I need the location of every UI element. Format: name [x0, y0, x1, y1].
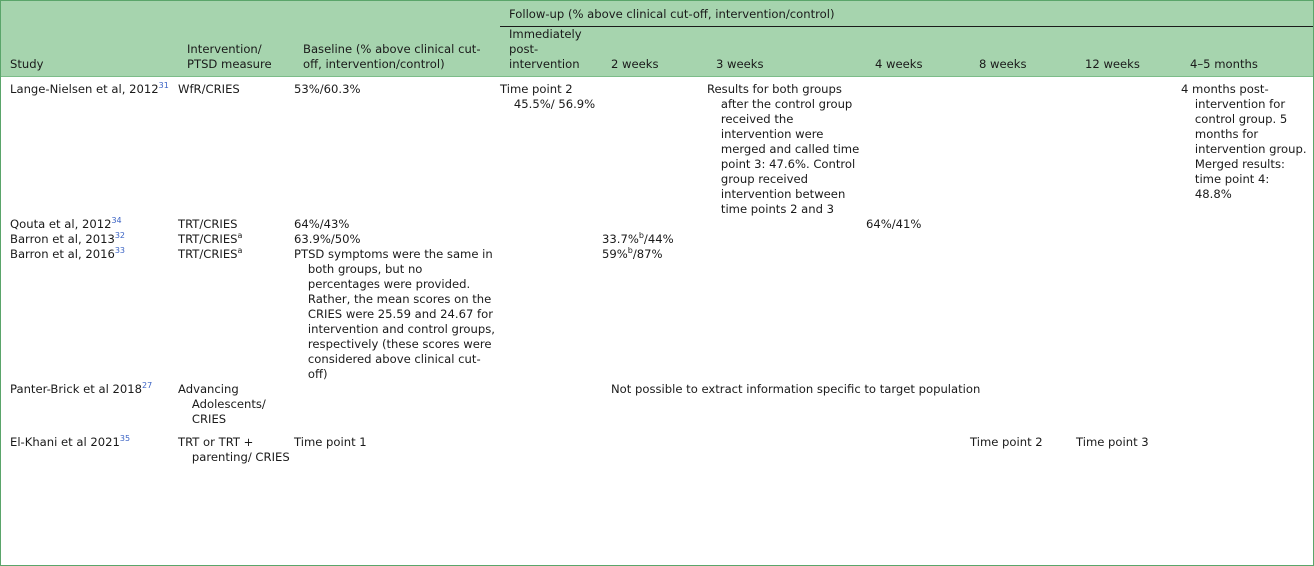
cell-post: [500, 427, 602, 465]
reference-link[interactable]: 33: [114, 246, 126, 255]
cell-baseline: Time point 1: [294, 435, 367, 449]
cell-12weeks: [1076, 232, 1181, 247]
cell-2weeks: 33.7%$^b$/44%: [602, 231, 674, 246]
cell-measure: WfR/CRIES: [178, 82, 240, 96]
cell-measure: TRT/CRIES$^a$: [178, 231, 243, 246]
reference-link[interactable]: 27: [142, 381, 153, 390]
cell-8weeks: [970, 247, 1076, 382]
cell-4-5months: [1181, 232, 1313, 247]
cell-baseline: 53%/60.3%: [294, 82, 361, 96]
cell-3weeks: [707, 427, 866, 465]
cell-baseline: 63.9%/50%: [294, 232, 361, 246]
cell-4-5months: [1181, 427, 1313, 465]
cell-8weeks: [970, 77, 1076, 218]
cell-12weeks: [1076, 77, 1181, 218]
reference-link[interactable]: 32: [114, 231, 126, 240]
cell-baseline: 64%/43%: [294, 217, 350, 231]
cell-3weeks: Results for both groups after the control group received the intervention were merged and called time point 3: 47.6%. Control group received intervention between time points 2 and 3: [707, 82, 860, 216]
cell-12weeks: Time point 3: [1076, 435, 1149, 449]
table-row: [1, 77, 1313, 218]
header-row: [1, 27, 1313, 77]
cell-post: [500, 382, 602, 427]
cell-2weeks: [602, 77, 707, 218]
cell-post: [500, 217, 602, 232]
cell-2weeks: 59%$^b$/87%: [602, 246, 663, 261]
cell-4weeks: [866, 232, 970, 247]
col-header-4weeks: 4 weeks: [875, 57, 923, 71]
cell-4weeks: [866, 247, 970, 382]
followup-group-header: Follow-up (% above clinical cut-off, intervention/control): [500, 1, 1313, 27]
cell-measure: Advancing Adolescents/ CRIES: [178, 382, 266, 426]
table-row: [1, 382, 1313, 427]
cell-study: Barron et al, 2013$^{32}$: [10, 231, 126, 246]
cell-2weeks: [602, 427, 707, 465]
cell-post: [500, 247, 602, 382]
col-header-12weeks: 12 weeks: [1085, 57, 1140, 71]
col-header-2weeks: 2 weeks: [611, 57, 659, 71]
cell-measure: TRT/CRIES$^a$: [178, 246, 243, 261]
cell-4weeks: [866, 77, 970, 218]
table-row: [1, 247, 1313, 382]
cell-2weeks-note: Not possible to extract information specific to target population: [611, 382, 981, 396]
cell-4-5months: [1181, 247, 1313, 382]
col-header-study: Study: [10, 57, 44, 71]
cell-measure: TRT/CRIES: [178, 217, 238, 231]
cell-12weeks: [1076, 247, 1181, 382]
cell-4weeks: 64%/41%: [866, 217, 922, 231]
header-row-group: [1, 1, 1313, 27]
cell-study: Qouta et al, 2012$^{34}$: [10, 216, 122, 231]
cell-12weeks: [1076, 217, 1181, 232]
table-row: [1, 232, 1313, 247]
results-table: [1, 1, 1313, 465]
cell-study: El-Khani et al 2021$^{35}$: [10, 434, 131, 449]
cell-3weeks: [707, 247, 866, 382]
col-header-3weeks: 3 weeks: [716, 57, 764, 71]
table-row: [1, 217, 1313, 232]
cell-8weeks: Time point 2: [970, 435, 1043, 449]
cell-study: Barron et al, 2016$^{33}$: [10, 246, 126, 261]
col-header-post: Immediately post-intervention: [509, 27, 582, 71]
col-header-8weeks: 8 weeks: [979, 57, 1027, 71]
reference-link[interactable]: 35: [119, 434, 131, 443]
cell-measure: TRT or TRT + parenting/ CRIES: [178, 435, 290, 464]
cell-4-5months: 4 months post-intervention for control group. 5 months for intervention group. Merged results: time point 4: 48.8%: [1181, 82, 1307, 201]
table-row: [1, 427, 1313, 465]
cell-post: Time point 2 45.5%/ 56.9%: [500, 82, 596, 111]
cell-study: Panter-Brick et al 2018$^{27}$: [10, 381, 153, 396]
cell-3weeks: [707, 232, 866, 247]
cell-3weeks: [707, 217, 866, 232]
cell-baseline: [294, 382, 500, 427]
cell-8weeks: [970, 217, 1076, 232]
cell-4weeks: [866, 427, 970, 465]
reference-link[interactable]: 31: [158, 81, 169, 90]
reference-link[interactable]: 34: [111, 216, 122, 225]
col-header-measure: Intervention/ PTSD measure: [187, 42, 272, 71]
col-header-4-5months: 4–5 months: [1190, 57, 1258, 71]
cell-2weeks: [602, 217, 707, 232]
col-header-baseline: Baseline (% above clinical cut-off, intervention/control): [303, 42, 481, 71]
cell-baseline: PTSD symptoms were the same in both groups, but no percentages were provided. Rather, the mean scores on the CRIES were 25.59 and 24.67 for intervention and control groups, respectively (these scores were considered above clinical cut-off): [294, 247, 495, 381]
cell-8weeks: [970, 232, 1076, 247]
cell-4-5months: [1181, 217, 1313, 232]
cell-study: Lange-Nielsen et al, 2012$^{31}$: [10, 81, 169, 96]
cell-post: [500, 232, 602, 247]
